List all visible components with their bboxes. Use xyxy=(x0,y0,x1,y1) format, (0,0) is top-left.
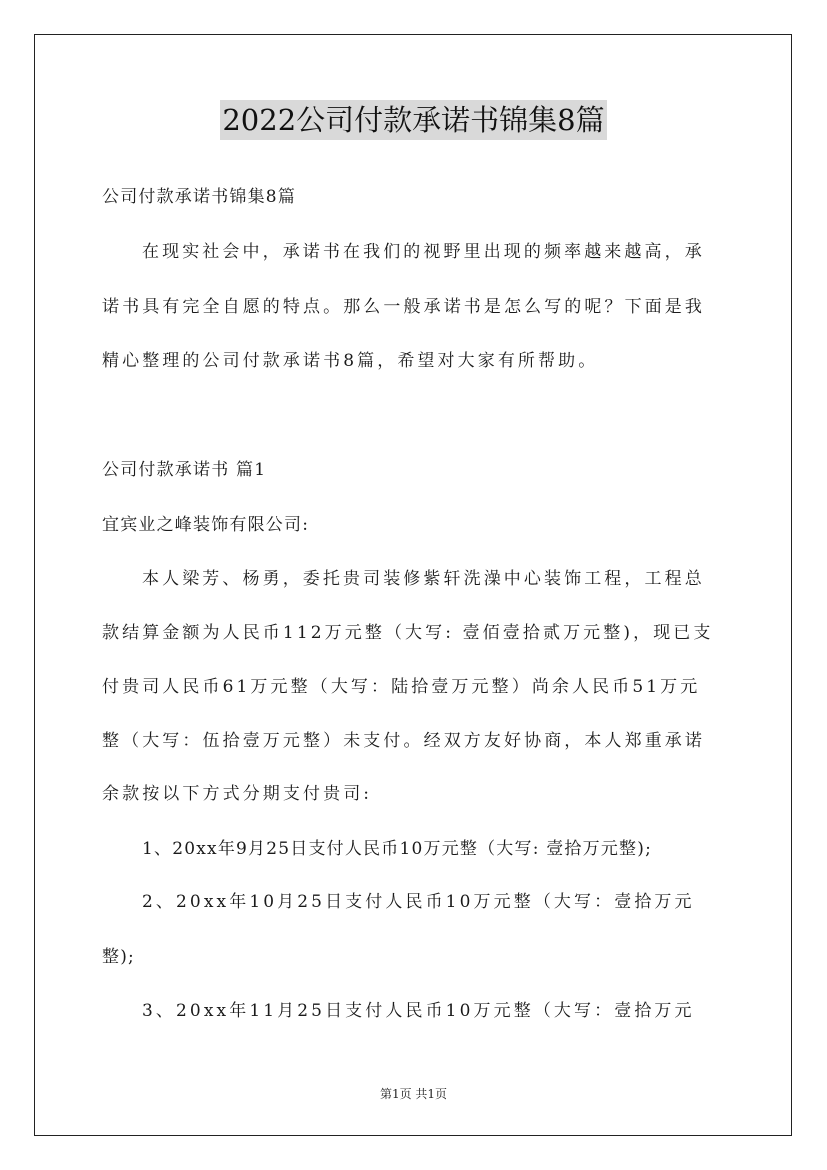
body-line-2: 款结算金额为人民币112万元整（大写: 壹佰壹拾贰万元整)，现已支 xyxy=(102,623,714,643)
body-line-3: 付贵司人民币61万元整（大写：陆拾壹万元整）尚余人民币51万元 xyxy=(102,677,701,697)
intro-line-3: 精心整理的公司付款承诺书8篇，希望对大家有所帮助。 xyxy=(102,351,599,371)
intro-line-1: 在现实社会中，承诺书在我们的视野里出现的频率越来越高，承 xyxy=(142,242,705,262)
intro-line-2: 诺书具有完全自愿的特点。那么一般承诺书是怎么写的呢？下面是我 xyxy=(102,297,705,317)
section-heading: 公司付款承诺书 篇1 xyxy=(102,460,267,480)
page-number-footer: 第1页 共1页 xyxy=(379,1087,448,1101)
body-line-1: 本人梁芳、杨勇，委托贵司装修紫轩洗澡中心装饰工程，工程总 xyxy=(142,569,705,589)
installment-line-1: 1、20xx年9月25日支付人民币10万元整（大写: 壹拾万元整); xyxy=(142,839,652,859)
installment-line-2-cont: 整); xyxy=(102,947,135,967)
body-line-4: 整（大写：伍拾壹万元整）未支付。经双方友好协商，本人郑重承诺 xyxy=(102,731,705,751)
document-title: 2022公司付款承诺书锦集8篇 xyxy=(220,100,606,140)
installment-line-3: 3、20xx年11月25日支付人民币10万元整（大写：壹拾万元 xyxy=(142,1001,695,1021)
title-container xyxy=(0,100,827,140)
recipient-line: 宜宾业之峰装饰有限公司: xyxy=(102,515,310,535)
installment-line-2: 2、20xx年10月25日支付人民币10万元整（大写：壹拾万元 xyxy=(142,892,695,912)
body-line-5: 余款按以下方式分期支付贵司: xyxy=(102,784,373,804)
subtitle: 公司付款承诺书锦集8篇 xyxy=(102,187,297,207)
